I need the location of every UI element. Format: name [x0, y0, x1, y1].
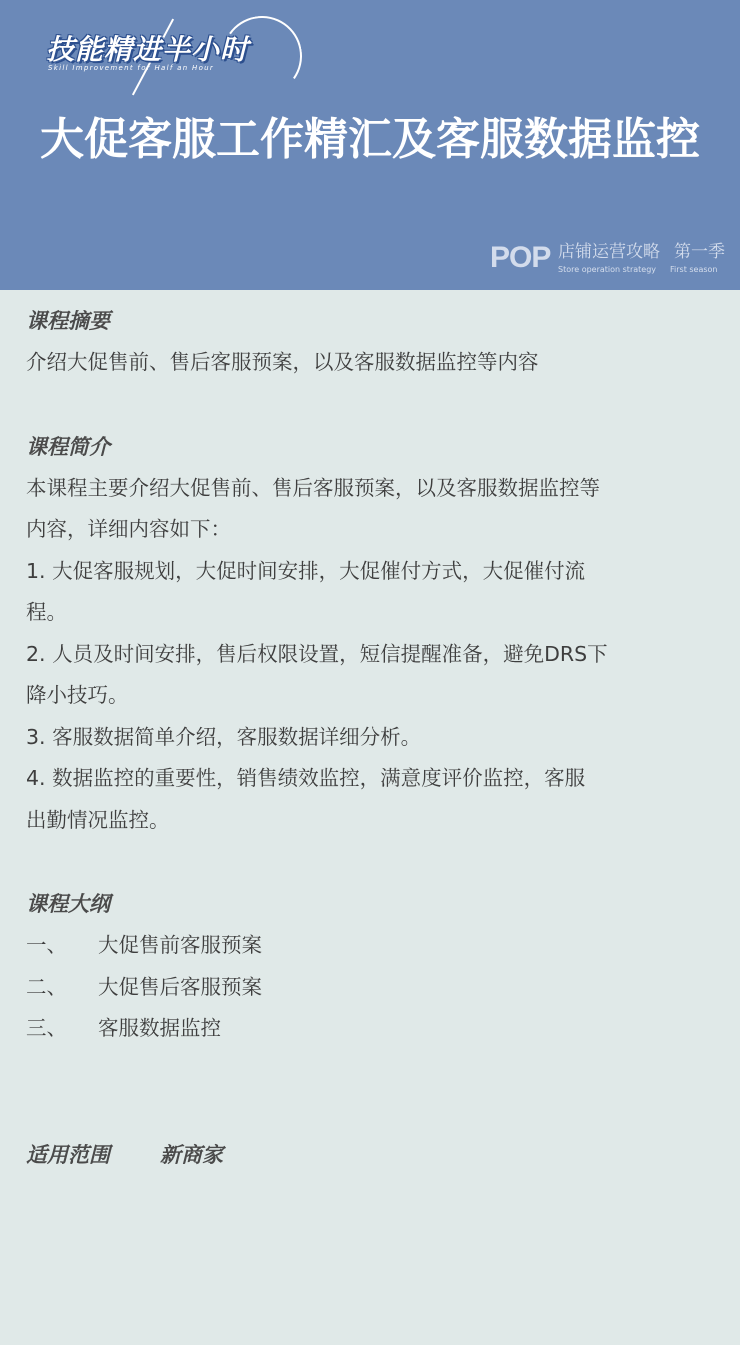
header-banner [0, 0, 740, 290]
pop-series-english: Store operation strategy [558, 265, 657, 274]
spacer [26, 841, 716, 883]
outline-item [26, 925, 716, 967]
spacer [26, 384, 716, 426]
outline-item-number: 二、 [26, 974, 67, 999]
intro-line: 程。 [26, 600, 67, 624]
intro-line: 4. 数据监控的重要性，销售绩效监控，满意度评价监控，客服 [26, 766, 586, 790]
scope-value: 新商家 [160, 1142, 223, 1167]
outline-item-text: 大促售后客服预案 [98, 974, 262, 999]
page-title: 大促客服工作精汇及客服数据监控 [40, 114, 700, 165]
summary-text: 介绍大促售前、售后客服预案，以及客服数据监控等内容 [26, 350, 539, 374]
intro-line: 1. 大促客服规划，大促时间安排，大促催付方式，大促催付流 [26, 558, 586, 583]
outline-heading: 课程大纲 [26, 892, 110, 916]
intro-line: 降小技巧。 [26, 683, 129, 707]
intro-line: 出勤情况监控。 [26, 807, 170, 832]
pop-word: POP [490, 241, 551, 274]
course-content [26, 300, 716, 1176]
intro-line: 2. 人员及时间安排，售后权限设置，短信提醒准备，避免DRS下 [26, 641, 608, 666]
outline-item-text: 大促售前客服预案 [98, 933, 262, 957]
pop-brand-mark [490, 240, 730, 280]
scope-row [26, 1134, 716, 1176]
pop-season-english: First season [670, 265, 718, 274]
intro-heading: 课程简介 [26, 434, 110, 459]
outline-item-text: 客服数据监控 [98, 1016, 221, 1040]
outline-item-number: 三、 [26, 1016, 67, 1040]
brand-logo [40, 8, 290, 93]
logo-text: 技能精进半小时 [46, 33, 250, 66]
summary-heading: 课程摘要 [26, 309, 110, 333]
intro-line: 本课程主要介绍大促售前、售后客服预案，以及客服数据监控等 [26, 475, 600, 500]
intro-line: 3. 客服数据简单介绍，客服数据详细分析。 [26, 724, 422, 749]
logo-subtitle: Skill Improvement for Half an Hour [48, 64, 215, 72]
pop-series-name: 店铺运营攻略 [558, 242, 660, 262]
pop-season: 第一季 [674, 242, 725, 262]
intro-line: 内容，详细内容如下： [26, 517, 231, 541]
outline-item [26, 967, 716, 1009]
outline-item-number: 一、 [26, 933, 67, 957]
scope-label: 适用范围 [26, 1142, 110, 1167]
outline-item [26, 1008, 716, 1050]
spacer [26, 1050, 716, 1134]
